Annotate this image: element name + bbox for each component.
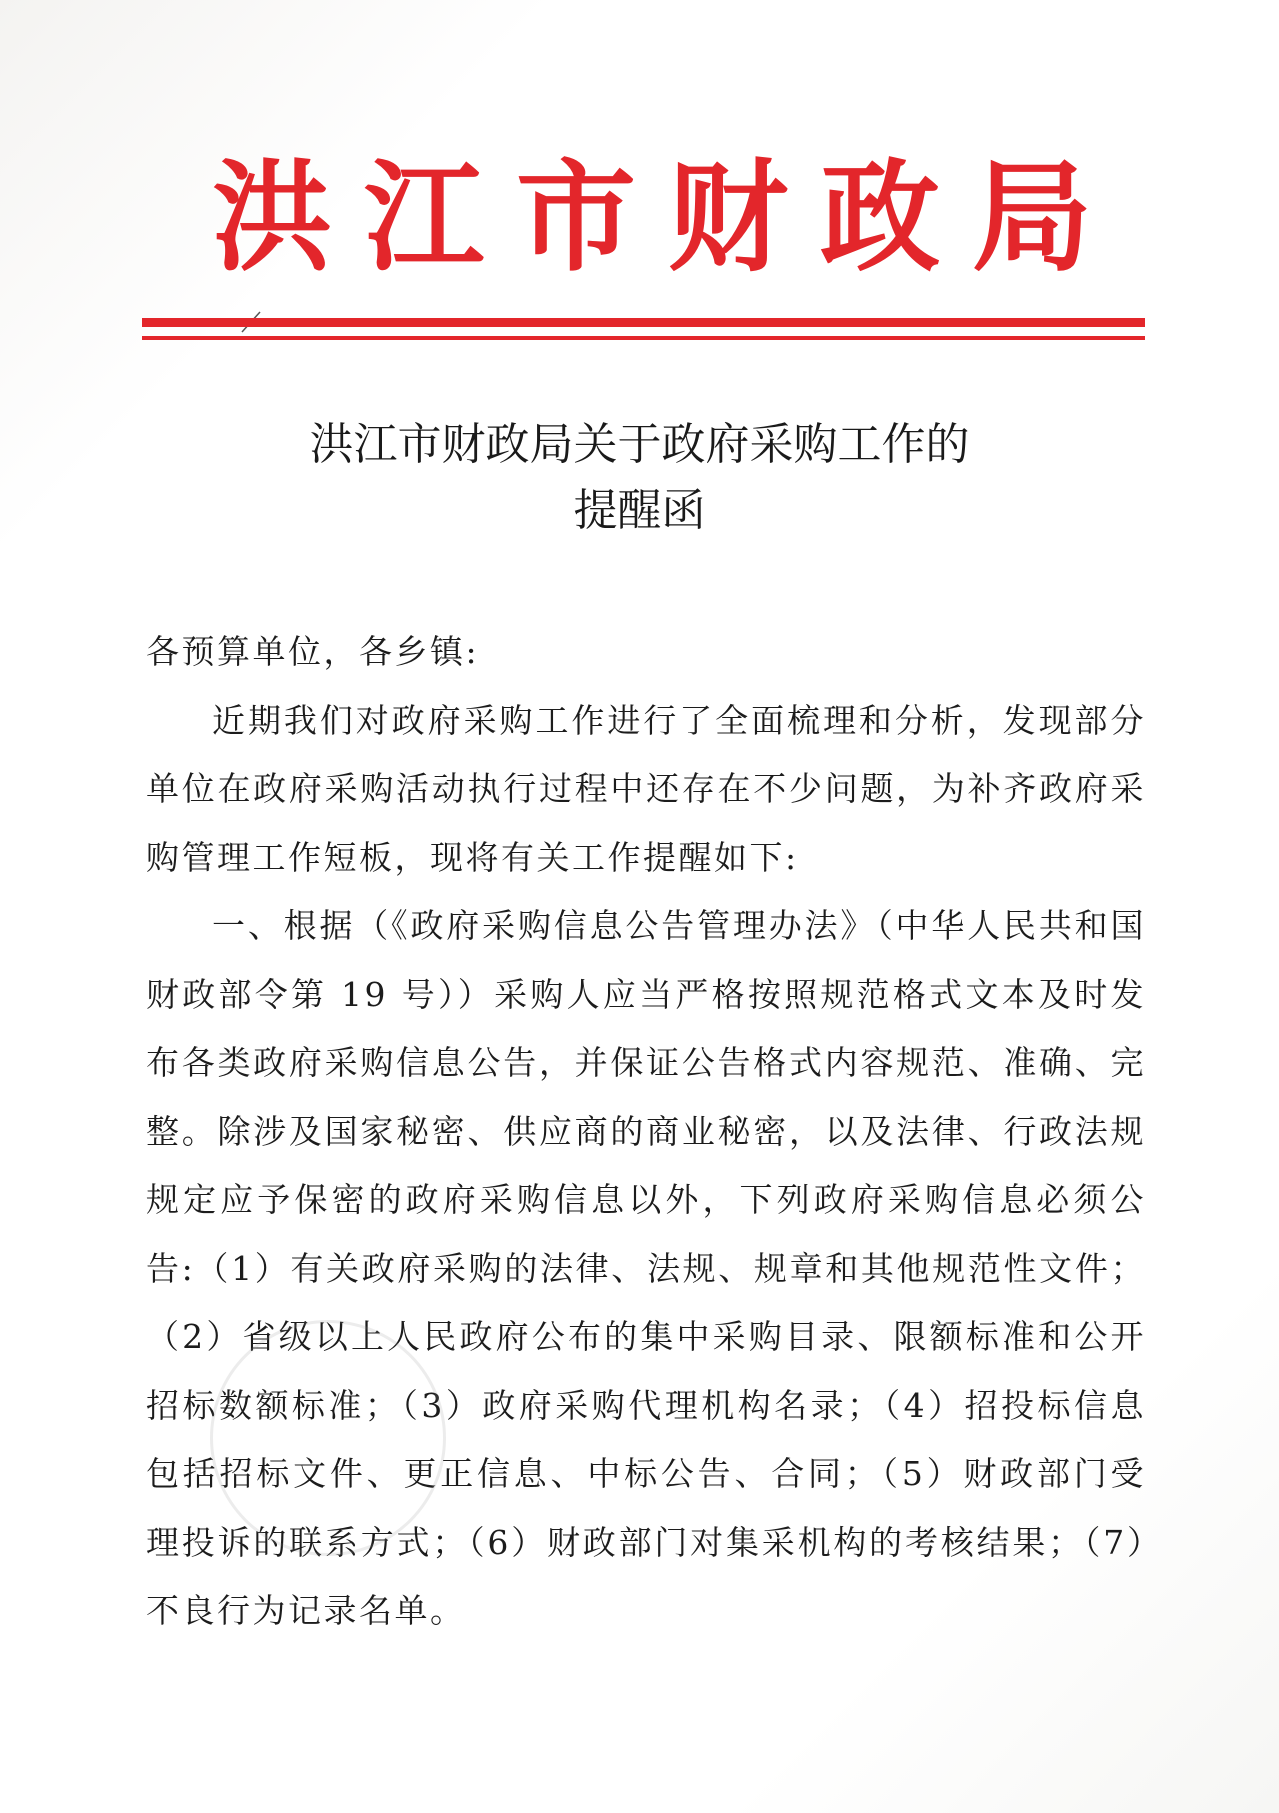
letterhead-rule-thin bbox=[142, 336, 1145, 340]
paragraph-intro: 近期我们对政府采购工作进行了全面梳理和分析，发现部分单位在政府采购活动执行过程中还存在不少问题，为补齐政府采购管理工作短板，现将有关工作提醒如下: bbox=[146, 700, 1146, 877]
letterhead-char: 洪 bbox=[212, 147, 332, 288]
title-line-1: 洪江市财政局关于政府采购工作的 bbox=[309, 419, 970, 470]
letterhead-char: 江 bbox=[364, 147, 484, 288]
paragraph-item-1: 一、根据（《政府采购信息公告管理办法》（中华人民共和国财政部令第 19 号））采购人应当严格按照规范格式文本及时发布各类政府采购信息公告，并保证公告格式内容规范、准确、完整。除涉及国家秘密、供应商的商业秘密，以及法律、行政法规规定应予保密的政府采购信息以外，下列政府采购信息必须公告:（1）有关政府采购的法律、法规、规章和其他规范性文件；（2）省级以上人民政府公布的集中采购目录、限额标准和公开招标数额标准；（3）政府采购代理机构名录；（4）招投标信息包括招标文件、更正信息、中标公告、合同；（5）财政部门受理投诉的联系方式；（6）财政部门对集采机构的考核结果；（7）不良行为记录名单。 bbox=[146, 906, 1146, 1630]
salutation: 各预算单位，各乡镇: bbox=[146, 632, 480, 671]
document-body bbox=[146, 618, 1146, 1646]
letterhead-char: 市 bbox=[516, 147, 636, 288]
letterhead-char: 政 bbox=[820, 147, 940, 288]
letterhead-char: 财 bbox=[668, 147, 788, 288]
letterhead-char: 局 bbox=[972, 147, 1092, 288]
document-title bbox=[0, 412, 1279, 544]
letterhead-rule-thick bbox=[142, 318, 1145, 327]
title-line-2: 提醒函 bbox=[573, 485, 706, 536]
letterhead bbox=[212, 148, 1092, 288]
